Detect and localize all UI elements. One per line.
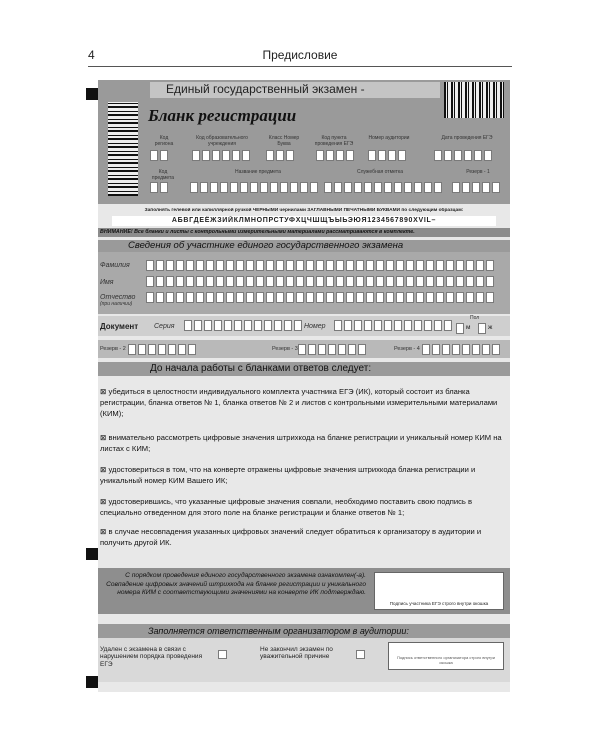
field-label: Дата проведения ЕГЭ <box>441 135 493 141</box>
reserve-1-cells <box>452 182 500 193</box>
checkbox-icon: ⊠ <box>100 465 109 474</box>
class-cells[interactable] <box>266 150 294 161</box>
subject-code-cells[interactable] <box>150 182 168 193</box>
reserve-4-cells <box>422 344 500 355</box>
reserve-2-label: Резерв - 2 <box>100 346 126 352</box>
running-head: Предисловие <box>262 48 338 62</box>
exam-point-cells[interactable] <box>316 150 354 161</box>
male-checkbox[interactable] <box>456 323 464 334</box>
sample-letters: АБВГДЕЁЖЗИЙКЛМНОПРСТУФХЦЧШЩЪЫЬЭЮЯ1234567890XVIL– <box>112 216 496 226</box>
number-label: Номер <box>304 323 326 330</box>
bullet-item: ⊠ удостоверившись, что указанные цифровые значения совпали, необходимо поставить свою подпись в специально отведенном для этого поле на бланке регистрации и бланке ответов № 1; <box>100 497 473 517</box>
checkbox-icon: ⊠ <box>100 527 109 536</box>
organizer-header: Заполняется ответственным организатором в аудитории: <box>148 626 409 636</box>
field-label: Код предмета <box>151 169 175 181</box>
female-checkbox[interactable] <box>478 323 486 334</box>
surname-cells[interactable] <box>146 260 494 271</box>
field-label: Код образовательного учреждения <box>196 135 248 147</box>
series-cells[interactable] <box>184 320 302 331</box>
bullet-item: ⊠ удостовериться в том, что на конверте отражены цифровые значения штрихкода бланка регистрации и уникальный номер КИМ Вашего ИК; <box>100 465 476 485</box>
field-label: Название предмета <box>235 169 281 175</box>
bullet-item: ⊠ убедиться в целостности индивидуального комплекта участника ЕГЭ (ИК), который состоит из бланка регистрации, бланка ответов № 1, бланка ответов № 2 и листов с контрольными измерительными материалами (КИМ); <box>100 387 498 418</box>
organizer-signature-caption: Подпись ответственного организатора строго внутри окошка <box>397 655 495 665</box>
service-mark-cells <box>324 182 442 193</box>
field-label: Резерв - 1 <box>466 169 490 175</box>
page-number: 4 <box>88 48 95 62</box>
sex-label: Пол <box>470 315 480 321</box>
horizontal-barcode <box>444 82 504 118</box>
bullet-item: ⊠ в случае несовпадения указанных цифровых значений следует обратиться к организатору в аудитории и получить другой ИК. <box>100 527 482 547</box>
patronymic-cells[interactable] <box>146 292 494 303</box>
reserve-4-label: Резерв - 4 <box>394 346 420 352</box>
name-label: Имя <box>100 279 114 286</box>
reserve-3-label: Резерв - 3 <box>272 346 298 352</box>
room-number-cells[interactable] <box>368 150 406 161</box>
vertical-barcode <box>108 102 138 196</box>
field-label: Класс Номер Буква <box>268 135 300 147</box>
registration-mark <box>86 548 98 560</box>
doc-number-cells[interactable] <box>334 320 452 331</box>
exam-title: Единый государственный экзамен - <box>150 82 440 98</box>
female-label: ж <box>488 324 493 331</box>
before-header: До начала работы с бланками ответов следует: <box>150 363 372 374</box>
field-label: Номер аудитории <box>368 135 410 141</box>
not-finished-checkbox[interactable] <box>356 650 365 659</box>
removed-checkbox[interactable] <box>218 650 227 659</box>
school-code-cells[interactable] <box>192 150 250 161</box>
procedure-text: С порядком проведения единого государственного экзамена ознакомлен(-а). Совпадение цифровых значений штрихкода на бланке регистрации и уникального номера КИМ с соответствующими значениями на конверте ИК подтверждаю. <box>106 572 366 597</box>
checkbox-icon: ⊠ <box>100 433 109 442</box>
blank-title: Бланк регистрации <box>148 106 297 125</box>
patronymic-note: (при наличии) <box>100 301 133 307</box>
document-label: Документ <box>100 322 139 331</box>
registration-mark <box>86 676 98 688</box>
registration-mark <box>86 88 98 100</box>
checkbox-icon: ⊠ <box>100 387 109 396</box>
field-label: Служебная отметка <box>356 169 404 175</box>
reserve-2-cells <box>128 344 196 355</box>
removed-text: Удален с экзамена в связи с нарушением порядка проведения ЕГЭ <box>100 646 203 668</box>
male-label: м <box>466 324 471 331</box>
checkbox-icon: ⊠ <box>100 497 109 506</box>
exam-date-cells[interactable] <box>434 150 492 161</box>
signature-caption: Подпись участника ЕГЭ строго внутри окошка <box>389 601 489 606</box>
surname-label: Фамилия <box>100 262 130 269</box>
subject-name-cells[interactable] <box>190 182 318 193</box>
header-rule <box>88 66 512 67</box>
participant-header: Сведения об участнике единого государственного экзамена <box>128 240 404 251</box>
not-finished-text: Не закончил экзамен по уважительной причине <box>260 646 333 661</box>
patronymic-label: Отчество <box>100 294 136 301</box>
field-label: Код пункта проведения ЕГЭ <box>314 135 354 147</box>
name-cells[interactable] <box>146 276 494 287</box>
reserve-3-cells <box>298 344 366 355</box>
registration-form <box>98 80 510 692</box>
field-label: Код региона <box>154 135 174 147</box>
bullet-item: ⊠ внимательно рассмотреть цифровые значения штрихкода на бланке регистрации и уникальный номер КИМ на листах с КИМ; <box>100 433 502 453</box>
series-label: Серия <box>154 323 175 330</box>
fill-instruction: Заполнять гелевой или капиллярной ручкой ЧЕРНЫМИ чернилами ЗАГЛАВНЫМИ ПЕЧАТНЫМИ БУКВАМИ по следующим образцам: <box>144 208 464 213</box>
attention-banner: ВНИМАНИЕ! Все бланки и листы с контрольными измерительными материалами рассматриваются в комплекте. <box>98 228 510 237</box>
region-code-cells[interactable] <box>150 150 168 161</box>
